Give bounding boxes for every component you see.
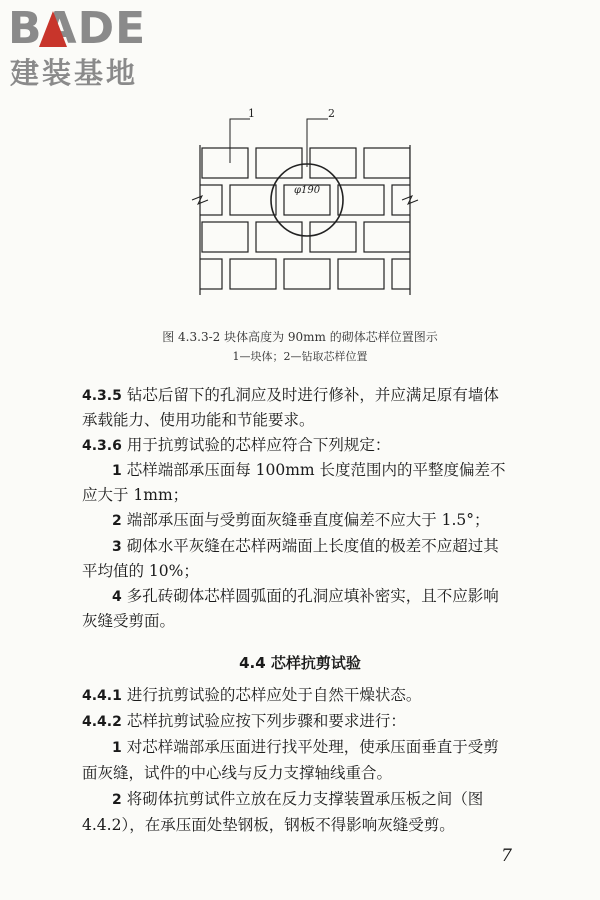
- clause-text: 芯样抗剪试验应按下列步骤和要求进行：: [126, 712, 406, 730]
- step-text: 对芯样端部承压面进行找平处理，使承压面垂直于受剪: [126, 738, 499, 756]
- figure-legend: 1—块体；2—钻取芯样位置: [232, 350, 368, 363]
- clause-text: 用于抗剪试验的芯样应符合下列规定：: [126, 436, 391, 454]
- item-1-line-1: [112, 459, 600, 482]
- figure-caption: 图 4.3.3-2 块体高度为 90mm 的砌体芯样位置图示: [162, 330, 438, 344]
- item-number: 4: [112, 589, 122, 605]
- item-4-line-2: 灰缝受剪面。: [82, 612, 176, 630]
- figure-label-2: 2: [328, 107, 335, 120]
- clause-4-3-5-line-1: [82, 384, 582, 407]
- item-3-line-2: 平均值的 10%；: [82, 562, 199, 580]
- diameter-label: φ190: [294, 185, 321, 196]
- item-4-line-1: [112, 585, 600, 608]
- item-text: 端部承压面与受剪面灰缝垂直度偏差不应大于 1.5°；: [126, 511, 490, 529]
- step-number: 1: [112, 740, 122, 756]
- section-heading-4-4: 4.4 芯样抗剪试验: [239, 654, 361, 672]
- core-sample-circle: [271, 164, 343, 236]
- step-2-line-2: 4.4.2），在承压面处垫钢板，钢板不得影响灰缝受剪。: [82, 816, 455, 834]
- item-text: 芯样端部承压面每 100mm 长度范围内的平整度偏差不: [126, 461, 506, 479]
- item-text: 多孔砖砌体芯样圆弧面的孔洞应填补密实，且不应影响: [126, 587, 499, 605]
- clause-4-4-1-line-1: [82, 684, 582, 707]
- leader-line-1: [230, 119, 250, 163]
- step-1-line-2: 面灰缝，试件的中心线与反力支撑轴线重合。: [82, 764, 393, 782]
- logo-wordmark: BADE: [8, 3, 147, 54]
- item-3-line-1: [112, 535, 600, 558]
- clause-number: 4.4.1: [82, 688, 122, 704]
- item-number: 2: [112, 513, 122, 529]
- clause-number: 4.4.2: [82, 714, 122, 730]
- item-2-line-1: [112, 509, 600, 532]
- step-text: 将砌体抗剪试件立放在反力支撑装置承压板之间（图: [126, 790, 484, 808]
- step-1-line-1: [112, 736, 600, 759]
- item-1-line-2: 应大于 1mm；: [82, 486, 189, 504]
- clause-number: 4.3.6: [82, 438, 122, 454]
- item-number: 1: [112, 463, 122, 479]
- clause-text: 钻芯后留下的孔洞应及时进行修补，并应满足原有墙体: [126, 386, 499, 404]
- bade-logo: [8, 4, 178, 90]
- clause-4-4-2-line-1: [82, 710, 582, 733]
- logo-accent-triangle: [39, 11, 67, 47]
- clause-4-3-5-line-2: 承载能力、使用功能和节能要求。: [82, 411, 315, 429]
- step-number: 2: [112, 792, 122, 808]
- brick-courses: [190, 148, 430, 289]
- step-2-line-1: [112, 788, 600, 811]
- item-number: 3: [112, 539, 122, 555]
- page-number: 7: [501, 846, 512, 866]
- item-text: 砌体水平灰缝在芯样两端面上长度值的极差不应超过其: [126, 537, 499, 555]
- clause-text: 进行抗剪试验的芯样应处于自然干燥状态。: [126, 686, 422, 704]
- masonry-core-figure: [190, 105, 430, 320]
- figure-label-1: 1: [248, 107, 255, 120]
- logo-subtitle: 建装基地: [10, 56, 139, 90]
- clause-4-3-6-line-1: [82, 434, 582, 457]
- clause-number: 4.3.5: [82, 388, 122, 404]
